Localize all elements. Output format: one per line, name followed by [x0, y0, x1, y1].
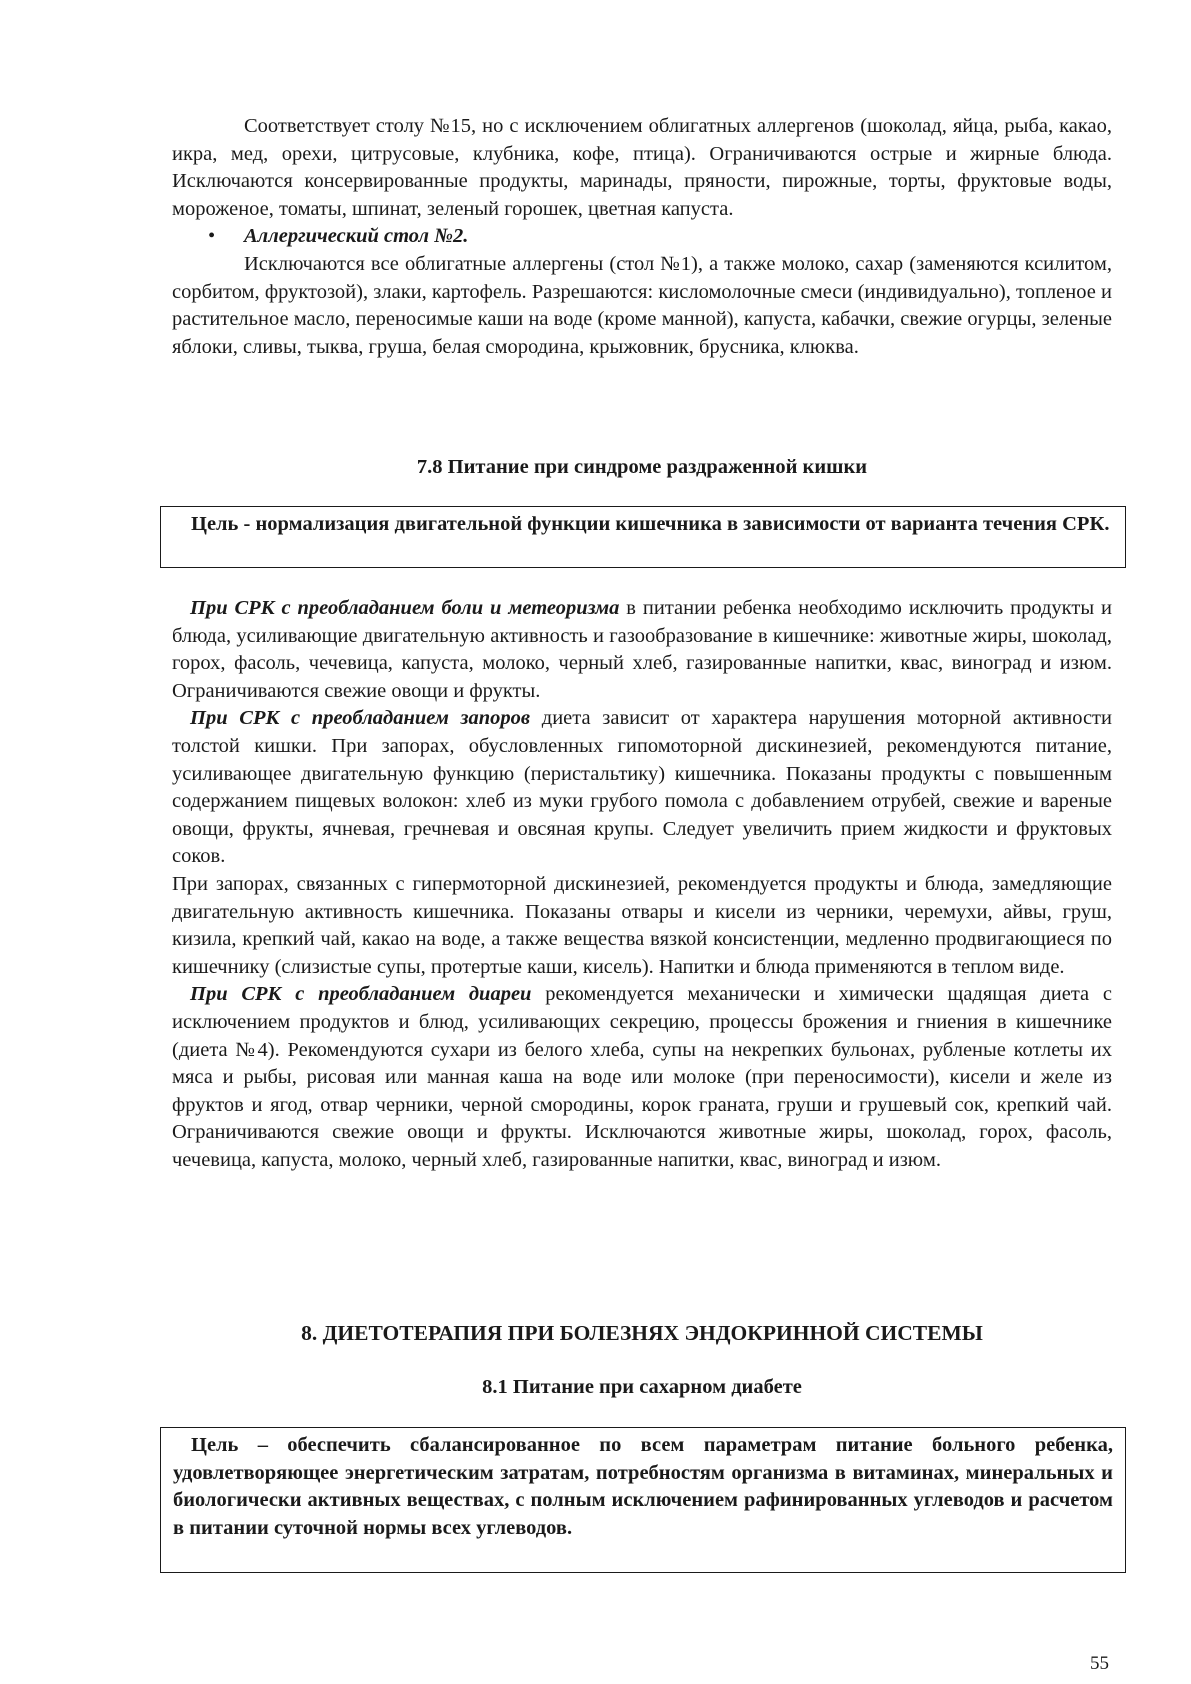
paragraph-srk-diarrhea: [172, 981, 1112, 1174]
heading-8-1: 8.1 Питание при сахарном диабете: [482, 1376, 802, 1398]
page-number: 55: [1090, 1653, 1109, 1674]
srk-constip-lead: При СРК с преобладанием запоров: [190, 707, 531, 730]
paragraph-allergic-table-2: Исключаются все облигатные аллергены (стол №1), а также молоко, сахар (заменяются ксилитом, сорбитом, фруктозой), злаки, картофель. Разрешаются: кисломолочные смеси (индивидуально), топленое и растительное масло, переносимые каши на воде (кроме манной), капуста, кабачки, свежие огурцы, зеленые яблоки, сливы, тыква, груша, белая смородина, крыжовник, брусника, клюква.: [172, 252, 1112, 358]
paragraph-srk-pain: [172, 595, 1112, 705]
srk-diarr-lead: При СРК с преобладанием диареи: [190, 983, 532, 1006]
paragraph-srk-constipation: [172, 705, 1112, 871]
paragraph-allergic-table-1: Соответствует столу №15, но с исключением облигатных аллергенов (шоколад, яйца, рыба, какао, икра, мед, орехи, цитрусовые, клубника, кофе, птица). Ограничиваются острые и жирные блюда. Исключаются консервированные продукты, маринады, пряности, пирожные, торты, фруктовые воды, мороженое, томаты, шпинат, зеленый горошек, цветная капуста.: [172, 115, 1112, 220]
srk-pain-text: в питании ребенка необходимо исключить продукты и блюда, усиливающие двигательную активность и газообразование в кишечнике: животные жиры, шоколад, горох, фасоль, чечевица, капуста, молоко, черный хлеб, газированные напитки, квас, виноград и изюм. Ограничиваются свежие овощи и фрукты.: [172, 597, 1112, 702]
goal-text-8-1: Цель – обеспечить сбалансированное по всем параметрам питание больного ребенка, удовлетворяющее энергетическим затратам, потребностям организма в витаминах, минеральных и биологически активных веществах, с полным исключением рафинированных углеводов и расчетом в питании суточной нормы всех углеводов.: [173, 1434, 1113, 1539]
intro-section: [172, 113, 1112, 361]
bullet-dot: •: [208, 225, 216, 248]
srk-section: [172, 595, 1112, 1174]
heading-8: 8. ДИЕТОТЕРАПИЯ ПРИ БОЛЕЗНЯХ ЭНДОКРИННОЙ СИСТЕМЫ: [301, 1321, 983, 1345]
goal-box-7-8: [160, 506, 1126, 568]
bullet-title: Аллергический стол №2.: [244, 225, 469, 248]
heading-7-8: 7.8 Питание при синдроме раздраженной кишки: [416, 456, 868, 478]
srk-constip-text: диета зависит от характера нарушения моторной активности толстой кишки. При запорах, обусловленных гипомоторной дискинезией, рекомендуются питание, усиливающее двигательную функцию (перистальтику) кишечника. Показаны продукты с повышенным содержанием пищевых волокон: хлеб из муки грубого помола с добавлением отрубей, свежие и вареные овощи, фрукты, ячневая, гречневая и овсяная крупы. Следует увеличить прием жидкости и фруктовых соков.: [172, 707, 1112, 868]
goal-text-7-8: Цель - нормализация двигательной функции кишечника в зависимости от варианта течения СРК.: [191, 513, 1110, 535]
srk-pain-lead: При СРК с преобладанием боли и метеоризма: [190, 597, 620, 619]
goal-box-8-1: [160, 1427, 1126, 1573]
paragraph-srk-hypermotor: При запорах, связанных с гипермоторной дискинезией, рекомендуется продукты и блюда, замедляющие двигательную активность кишечника. Показаны отвары и кисели из черники, черемухи, айвы, груш, кизила, крепкий чай, какао на воде, а также вещества вязкой консистенции, медленно продвигающиеся по кишечнику (слизистые супы, протертые каши, кисель). Напитки и блюда применяются в теплом виде.: [172, 872, 1112, 978]
srk-diarr-text: рекомендуется механически и химически щадящая диета с исключением продуктов и блюд, усиливающих секрецию, процессы брожения и гниения в кишечнике (диета №4). Рекомендуются сухари из белого хлеба, супы на некрепких бульонах, рубленые котлеты их мяса и рыбы, рисовая или манная каша на воде или молоке (при переносимости), кисели и желе из фруктов и ягод, отвар черники, черной смородины, корок граната, груши и грушевый сок, крепкий чай. Ограничиваются свежие овощи и фрукты. Исключаются животные жиры, шоколад, горох, фасоль, чечевица, капуста, молоко, черный хлеб, газированные напитки, квас, виноград и изюм.: [172, 983, 1113, 1171]
bullet-allergic-table-2: [172, 223, 1112, 251]
